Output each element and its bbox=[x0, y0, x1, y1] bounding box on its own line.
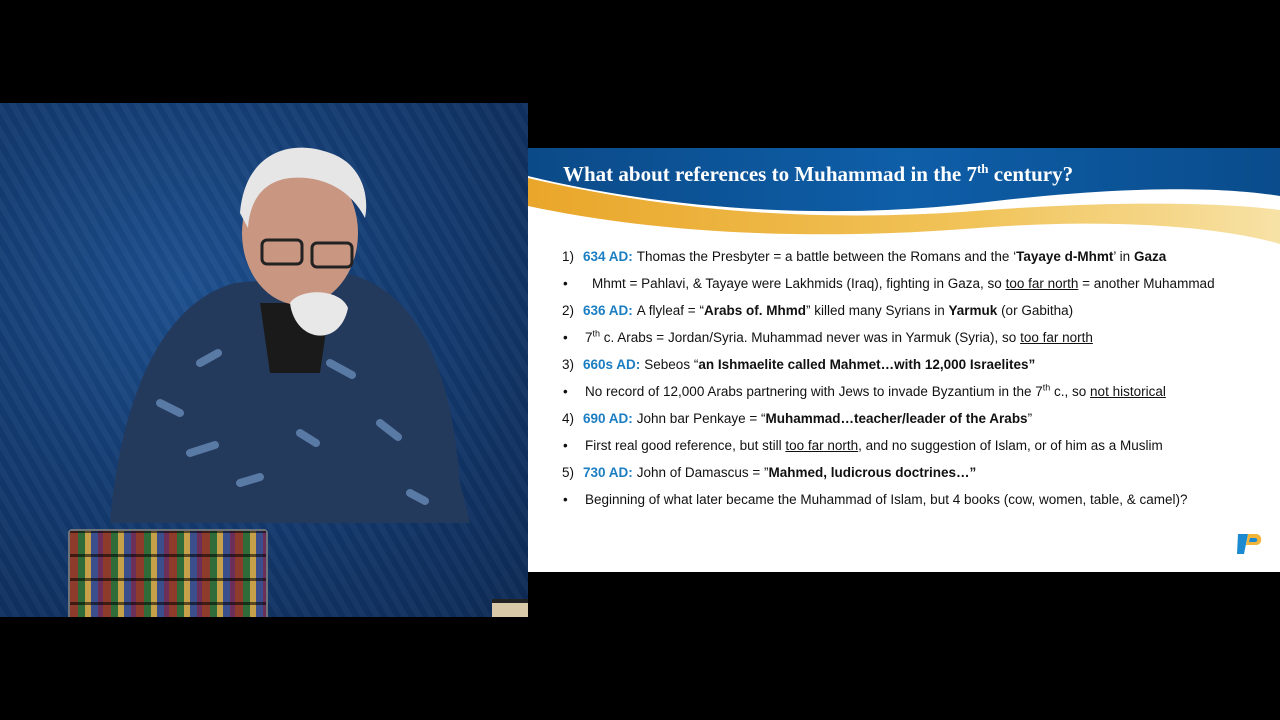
bullet: • bbox=[563, 384, 568, 399]
text-run: ” killed many Syrians in bbox=[805, 303, 949, 318]
reference-item bbox=[562, 301, 1272, 328]
slide-title bbox=[563, 162, 1073, 187]
superscript: th bbox=[1042, 382, 1051, 393]
title-superscript: th bbox=[976, 161, 989, 176]
laptop bbox=[68, 529, 268, 617]
text-run: = another Muhammad bbox=[1078, 276, 1215, 291]
reference-note bbox=[562, 490, 1272, 517]
text-run: ’ in bbox=[1113, 249, 1134, 264]
item-number: 4) bbox=[562, 411, 575, 426]
text-run: No record of 12,000 Arabs partnering with Jews to invade Byzantium in the 7 bbox=[585, 384, 1043, 399]
reference-note bbox=[562, 436, 1272, 463]
item-year: 730 AD: bbox=[583, 465, 633, 480]
text-run: c. Arabs = Jordan/Syria. Muhammad never was in Yarmuk (Syria), so bbox=[600, 330, 1021, 345]
item-text bbox=[644, 355, 1035, 375]
bold-text: Gaza bbox=[1133, 249, 1167, 264]
text-run: ” bbox=[1027, 411, 1033, 426]
text-run: Sebeos “ bbox=[644, 357, 699, 372]
bullet: • bbox=[563, 276, 568, 291]
item-year: 634 AD: bbox=[583, 249, 633, 264]
reference-list bbox=[562, 247, 1272, 517]
reference-note bbox=[562, 328, 1272, 355]
bold-text: Arabs of. Mhmd bbox=[703, 303, 806, 318]
item-number: 1) bbox=[562, 249, 575, 264]
reference-item bbox=[562, 463, 1272, 490]
reference-item bbox=[562, 409, 1272, 436]
superscript: th bbox=[592, 328, 601, 339]
item-text bbox=[637, 463, 976, 483]
bold-text: Yarmuk bbox=[948, 303, 998, 318]
item-text bbox=[585, 490, 1188, 510]
item-number: 3) bbox=[562, 357, 575, 372]
text-run: c., so bbox=[1050, 384, 1091, 399]
text-run: Beginning of what later became the Muhammad of Islam, but 4 books (cow, women, table, & camel)? bbox=[585, 492, 1188, 507]
item-number: 2) bbox=[562, 303, 575, 318]
bullet: • bbox=[563, 492, 568, 507]
ministry-logo-icon bbox=[1234, 528, 1264, 558]
item-number: 5) bbox=[562, 465, 575, 480]
text-run: A flyleaf = “ bbox=[636, 303, 704, 318]
slide-header bbox=[528, 148, 1280, 244]
item-text bbox=[637, 409, 1032, 429]
bold-text: Mahmed, ludicrous doctrines…” bbox=[768, 465, 977, 480]
item-year: 660s AD: bbox=[583, 357, 641, 372]
bold-text: Tayaye d-Mhmt bbox=[1016, 249, 1114, 264]
text-run: John of Damascus = ” bbox=[636, 465, 769, 480]
text-run: John bar Penkaye = “ bbox=[636, 411, 766, 426]
speaker-video bbox=[0, 103, 528, 617]
bold-text: Muhammad…teacher/leader of the Arabs bbox=[765, 411, 1028, 426]
reference-item bbox=[562, 247, 1272, 274]
reference-note bbox=[562, 382, 1272, 409]
item-text bbox=[592, 274, 1215, 294]
item-text bbox=[585, 382, 1166, 402]
item-text bbox=[637, 247, 1166, 267]
underlined-text: too far north bbox=[1020, 330, 1093, 345]
text-run: (or Gabitha) bbox=[997, 303, 1074, 318]
presentation-slide bbox=[528, 148, 1280, 572]
underlined-text: too far north bbox=[1005, 276, 1079, 291]
text-run: First real good reference, but still bbox=[585, 438, 786, 453]
item-text bbox=[585, 328, 1093, 348]
bullet: • bbox=[563, 438, 568, 453]
text-run: Mhmt = Pahlavi, & Tayaye were Lakhmids (Iraq), fighting in Gaza, so bbox=[592, 276, 1006, 291]
book bbox=[492, 599, 528, 617]
reference-item bbox=[562, 355, 1272, 382]
item-year: 690 AD: bbox=[583, 411, 633, 426]
underlined-text: not historical bbox=[1090, 384, 1166, 399]
underlined-text: too far north bbox=[785, 438, 859, 453]
text-run: 7 bbox=[585, 330, 593, 345]
text-run: Thomas the Presbyter = a battle between the Romans and the ‘ bbox=[636, 249, 1017, 264]
bold-text: an Ishmaelite called Mahmet…with 12,000 Israelites” bbox=[698, 357, 1036, 372]
item-text bbox=[637, 301, 1073, 321]
item-year: 636 AD: bbox=[583, 303, 633, 318]
item-text bbox=[585, 436, 1163, 456]
reference-note bbox=[562, 274, 1272, 301]
text-run: , and no suggestion of Islam, or of him as a Muslim bbox=[858, 438, 1163, 453]
title-text: What about references to Muhammad in the 7 bbox=[563, 162, 977, 186]
title-suffix: century? bbox=[988, 162, 1074, 186]
bullet: • bbox=[563, 330, 568, 345]
